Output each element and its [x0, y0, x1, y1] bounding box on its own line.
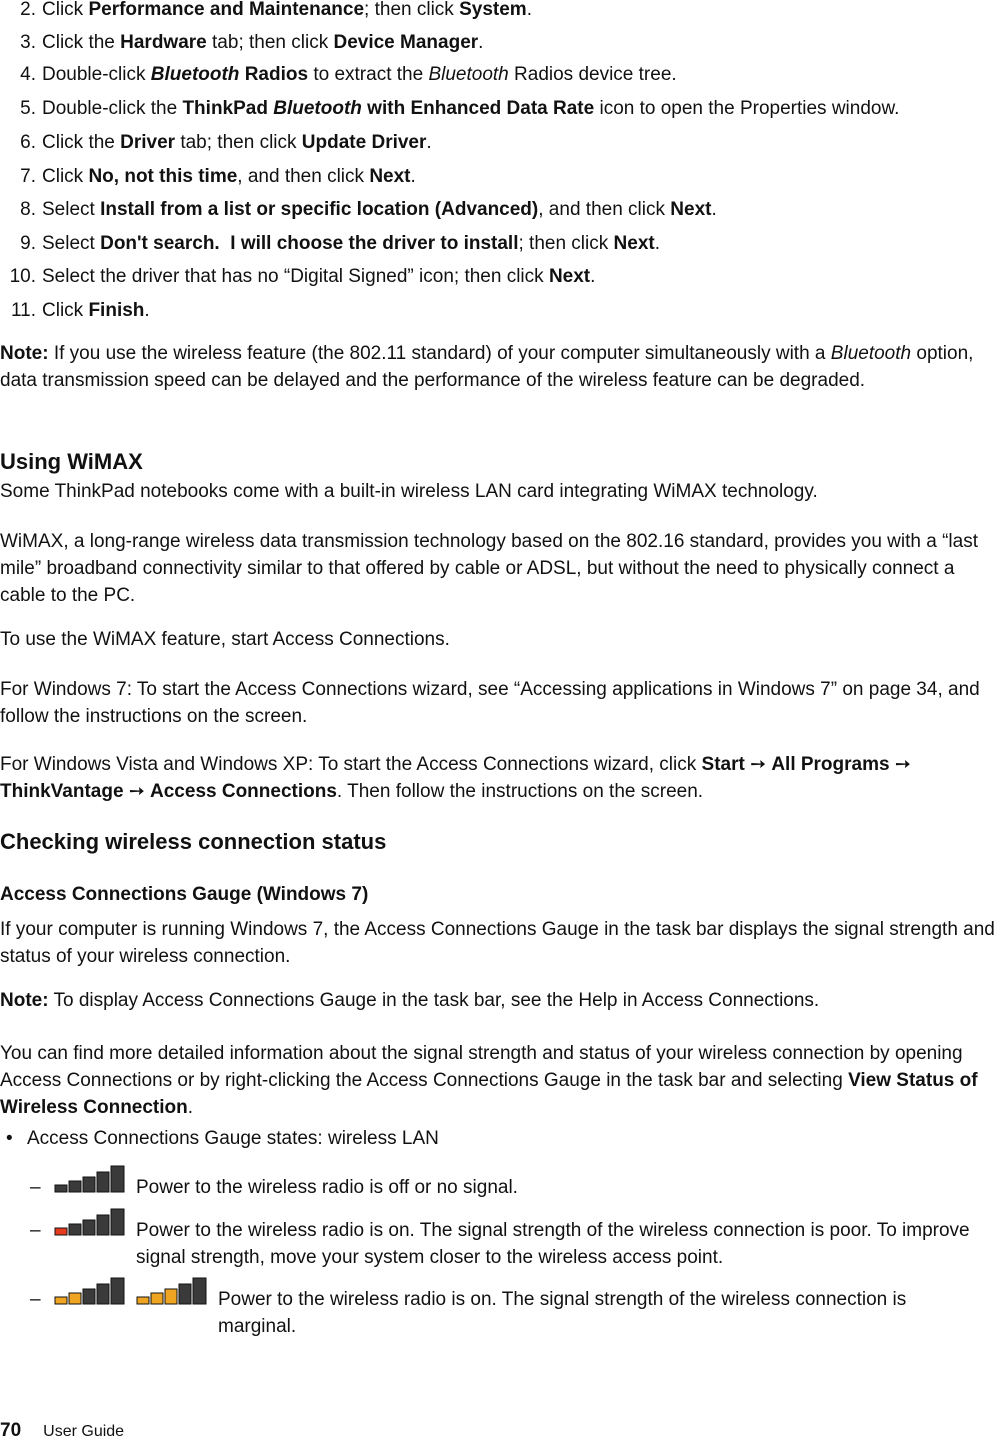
step-segment: Click — [42, 0, 89, 20]
wimax-p5 — [0, 752, 1003, 806]
step-segment: , and then click — [237, 166, 370, 187]
menu-item-view-status: View Status of Wireless Connection — [0, 1069, 978, 1118]
step-number: 10. — [9, 266, 36, 287]
step-item — [0, 200, 1003, 234]
instruction-steps — [0, 0, 1003, 330]
arrow-icon: ➙ — [750, 754, 767, 775]
step-segment: . — [711, 199, 717, 220]
step-emphasis: Bluetooth — [150, 64, 240, 85]
paragraph: If your computer is running Windows 7, the Access Connections Gauge in the task bar displays the signal strength and status of your wireless connection. — [0, 919, 995, 967]
step-segment: Select — [42, 199, 101, 220]
wimax-section — [0, 446, 1003, 477]
signal-poor-icon — [54, 1206, 126, 1236]
step-number: 2. — [20, 0, 36, 20]
step-segment: . — [526, 0, 532, 20]
step-item — [0, 133, 1003, 167]
gauge-state-text: Power to the wireless radio is on. The signal strength of the wireless connection is poor. To improve signal strength, move your system closer to the wireless access point. — [136, 1220, 970, 1268]
step-number: 11. — [10, 300, 36, 321]
step-emphasis: No, not this time — [88, 166, 238, 187]
subheading: Access Connections Gauge (Windows 7) — [0, 884, 369, 905]
step-item — [0, 234, 1003, 268]
arrow-icon: ➙ — [128, 780, 145, 802]
step-emphasis: with Enhanced Data Rate — [361, 98, 595, 119]
note-text-end: option, data transmission speed can be delayed and the performance of the wireless feature can be degraded. — [0, 343, 974, 391]
step-emphasis: Bluetooth — [273, 98, 362, 119]
step-segment: . — [478, 32, 484, 53]
status-subheading — [0, 882, 1003, 909]
step-segment: Click — [42, 300, 89, 321]
page-number: 70 — [0, 1420, 22, 1441]
step-emphasis: Hardware — [120, 32, 207, 53]
step-emphasis: Device Manager — [333, 32, 479, 53]
note-label: Note: — [0, 990, 49, 1011]
step-number: 8. — [20, 199, 36, 220]
dash-marker: – — [30, 1289, 41, 1310]
step-text — [42, 132, 432, 153]
step-text — [42, 98, 899, 119]
menu-path-access-connections: Access Connections — [150, 780, 337, 802]
step-emphasis: Bluetooth — [428, 64, 509, 85]
step-item — [0, 167, 1003, 201]
step-emphasis: Install from a list or specific location (Advanced) — [100, 199, 539, 220]
step-segment: Double-click the — [42, 98, 183, 119]
step-text — [42, 166, 416, 187]
bullet-icon: • — [6, 1128, 13, 1149]
step-number: 6. — [20, 132, 36, 153]
step-text — [42, 0, 532, 20]
step-segment: icon to open the Properties window. — [594, 98, 900, 119]
step-emphasis: Radios — [239, 64, 309, 85]
step-text — [42, 64, 677, 85]
note-italic: Bluetooth — [830, 343, 912, 364]
step-segment: . — [144, 300, 150, 321]
status-note — [0, 988, 1003, 1015]
step-text — [42, 266, 595, 287]
step-segment: ; then click — [518, 233, 614, 254]
step-segment: Select the driver that has no “Digital Signed” icon; then click — [42, 266, 549, 287]
section-heading-status: Checking wireless connection status — [0, 829, 387, 854]
step-segment: . — [426, 132, 432, 153]
paragraph-end: . Then follow the instructions on the screen. — [336, 780, 704, 802]
step-segment: . — [590, 266, 596, 287]
menu-path-thinkvantage: ThinkVantage — [0, 780, 124, 802]
status-p2 — [0, 1041, 1003, 1122]
wimax-p4 — [0, 677, 1003, 731]
step-segment: Double-click — [42, 64, 151, 85]
step-segment: , and then click — [538, 199, 671, 220]
paragraph: You can find more detailed information about the signal strength and status of your wireless connection by opening Access Connections or by right-clicking the Access Connections Gauge in the task bar and selecting — [0, 1043, 963, 1091]
gauge-state-text: Power to the wireless radio is off or no signal. — [136, 1177, 518, 1198]
paragraph: For Windows Vista and Windows XP: To start the Access Connections wizard, click — [0, 754, 702, 775]
step-segment: Click — [42, 166, 89, 187]
step-segment: tab; then click — [206, 32, 334, 53]
step-item — [0, 267, 1003, 301]
step-emphasis: Don't search. I will choose the driver to install — [100, 233, 519, 254]
dash-marker: – — [30, 1177, 41, 1198]
bullet-text: Access Connections Gauge states: wireless LAN — [27, 1128, 439, 1149]
note-text: If you use the wireless feature (the 802.11 standard) of your computer simultaneously with a — [48, 343, 831, 364]
note-label: Note: — [0, 343, 49, 364]
step-number: 3. — [20, 32, 36, 53]
step-emphasis: Next — [613, 233, 655, 254]
step-emphasis: Update Driver — [301, 132, 427, 153]
step-segment: . — [410, 166, 416, 187]
wimax-p1 — [0, 479, 1003, 506]
status-section — [0, 826, 1003, 857]
step-segment: tab; then click — [175, 132, 302, 153]
step-text — [42, 199, 717, 220]
step-number: 7. — [20, 166, 36, 187]
signal-marginal-3bar-icon — [136, 1275, 208, 1305]
step-emphasis: Performance and Maintenance — [88, 0, 365, 20]
step-segment: Select — [42, 233, 101, 254]
step-number: 5. — [20, 98, 36, 119]
dash-marker: – — [30, 1220, 41, 1241]
wimax-p2 — [0, 529, 1003, 610]
page-footer — [0, 1418, 124, 1445]
step-segment: . — [654, 233, 660, 254]
paragraph: WiMAX, a long-range wireless data transmission technology based on the 802.16 standard, provides you with a “last mile” broadband connectivity similar to that offered by cable or ADSL, but without the need to physically connect a cable to the PC. — [0, 531, 978, 606]
paragraph: For Windows 7: To start the Access Connections wizard, see “Accessing applications in Windows 7” on page 34, and follow the instructions on the screen. — [0, 679, 980, 727]
step-emphasis: Next — [369, 166, 411, 187]
step-text — [42, 32, 483, 53]
arrow-icon: ➙ — [894, 754, 911, 775]
step-number: 9. — [20, 233, 36, 254]
step-item — [0, 0, 1003, 34]
status-p1 — [0, 917, 1003, 971]
step-emphasis: ThinkPad — [182, 98, 274, 119]
step-text — [42, 300, 150, 321]
gauge-state-text: Power to the wireless radio is on. The signal strength of the wireless connection is marginal. — [218, 1289, 907, 1337]
gauge-state-text-block — [136, 1218, 996, 1272]
step-emphasis: System — [459, 0, 527, 20]
step-segment: ; then click — [364, 0, 460, 20]
menu-path-all-programs: All Programs — [771, 754, 890, 775]
note-text: To display Access Connections Gauge in the task bar, see the Help in Access Connections. — [48, 990, 820, 1011]
signal-off-icon — [54, 1163, 126, 1193]
paragraph: Some ThinkPad notebooks come with a built-in wireless LAN card integrating WiMAX technology. — [0, 481, 818, 502]
step-item — [0, 301, 1003, 335]
step-emphasis: Next — [548, 266, 591, 287]
step-emphasis: Next — [670, 199, 712, 220]
step-segment: Click the — [42, 32, 121, 53]
paragraph-end: . — [187, 1096, 194, 1118]
step-segment: Radios device tree. — [508, 64, 677, 85]
step-item — [0, 65, 1003, 99]
paragraph: To use the WiMAX feature, start Access Connections. — [0, 629, 450, 650]
footer-title: User Guide — [43, 1423, 125, 1440]
step-emphasis: Finish — [88, 300, 145, 321]
section-heading-wimax: Using WiMAX — [0, 449, 143, 474]
step-item — [0, 33, 1003, 67]
step-item — [0, 99, 1003, 133]
note-bluetooth — [0, 341, 1003, 395]
wimax-p3 — [0, 627, 1003, 654]
step-number: 4. — [20, 64, 36, 85]
signal-marginal-2bar-icon — [54, 1275, 126, 1305]
menu-path-start: Start — [701, 754, 745, 775]
step-segment: to extract the — [308, 64, 429, 85]
step-text — [42, 233, 660, 254]
step-emphasis: Driver — [120, 132, 176, 153]
step-segment: Click the — [42, 132, 121, 153]
